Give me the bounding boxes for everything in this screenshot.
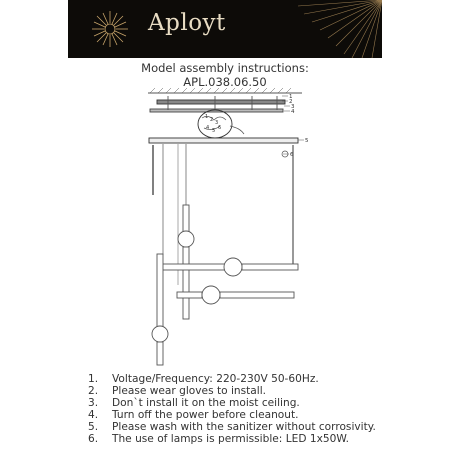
horizontal-tube [220,292,294,298]
model-number: APL.038.06.50 [183,75,267,89]
instruction-item: 6. The use of lamps is permissible: LED 1x50W. [88,432,349,445]
instruction-item: 1. Voltage/Frequency: 220-230V 50-60Hz. [88,373,319,385]
callout-3: 3 [291,104,295,110]
callout-6: 6 [290,152,294,158]
part-number-3: 3 [215,120,219,126]
ceiling-hatch [150,88,291,93]
part-number-6: 6 [218,125,222,131]
instruction-item: 5. Please wash with the sanitizer without corrosivity. [88,420,376,433]
instruction-item: 4. Turn off the power before cleanout. [88,408,299,421]
part-number-5: 5 [212,128,216,134]
canopy [150,109,283,112]
tube-light [157,254,163,327]
globe-light [152,326,168,342]
callout-1: 1 [289,94,293,100]
instruction-item: 3. Don`t install it on the moist ceiling. [88,396,300,409]
instruction-item: 2. Please wear gloves to install. [88,384,267,397]
callout-4: 4 [291,109,295,115]
tube-light [183,205,189,233]
frame-top-bar [149,138,298,143]
horizontal-tube [177,292,202,298]
callout-2: 2 [289,99,293,105]
globe-light [224,258,242,276]
horizontal-tube [242,264,298,270]
part-number-4: 4 [206,125,210,131]
part-number-1: 1 [205,114,209,120]
globe-light [178,231,194,247]
horizontal-tube [161,264,225,270]
document-title: Model assembly instructions: [141,61,309,75]
tube-light [183,247,189,319]
instructions-list [88,374,376,445]
globe-light [202,286,220,304]
mounting-plate [157,100,285,104]
tube-light [157,342,163,365]
callout-5: 5 [305,138,309,144]
part-number-2: 2 [210,117,214,123]
brand-name: Aployt [148,10,226,36]
